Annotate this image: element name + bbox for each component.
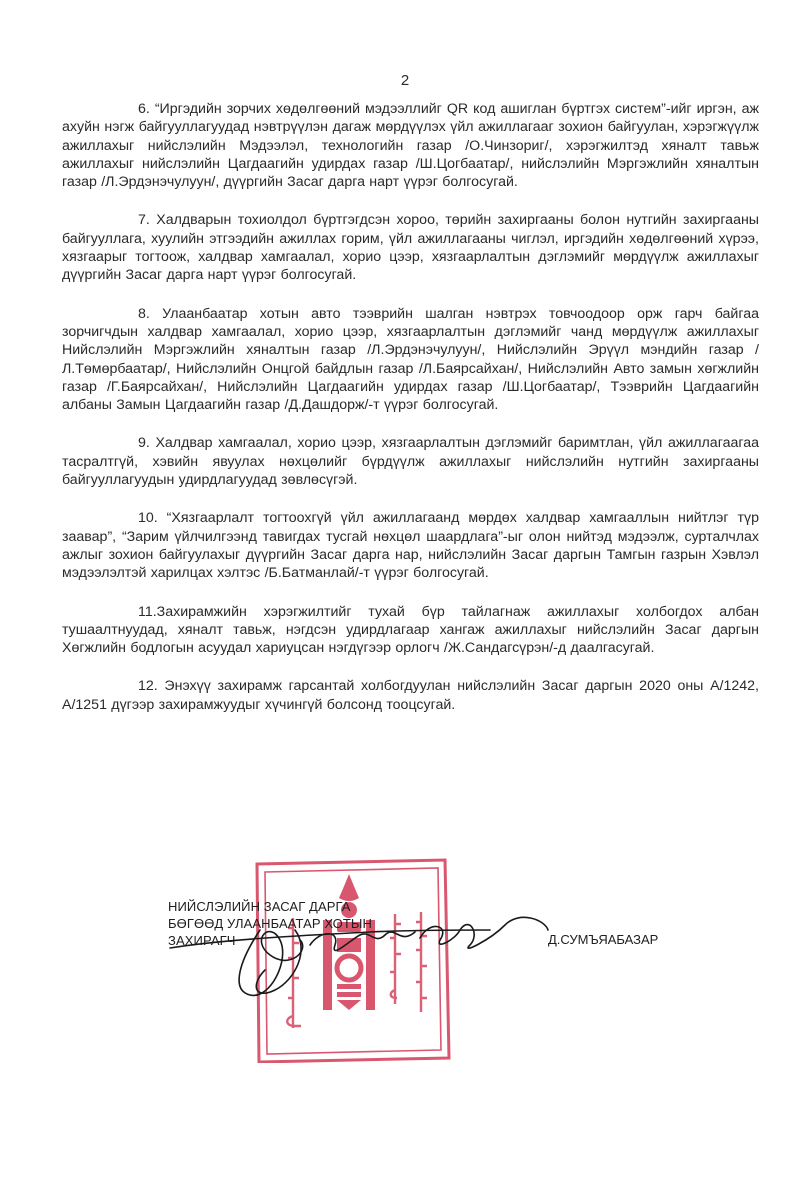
paragraph-7: 7. Халдварын тохиолдол бүртгэгдсэн хороо, төрийн захиргааны болон нутгийн захиргааны байгууллага, хуулийн этгээдийн ажиллах горим, үйл ажиллагааны чиглэл, иргэдийн хөдөлгөөний хүрээ, хязгаарыг тогтоож, халдвар хамгаалал, хорио цээр, хязгаарлалтын дэглэмийг мөрдүүлж ажиллахыг дүүргийн Засаг дарга нарт үүрэг болгосугай. bbox=[62, 212, 759, 284]
document-body bbox=[62, 100, 759, 734]
signatory-title-line-1: НИЙСЛЭЛИЙН ЗАСАГ ДАРГА bbox=[168, 899, 351, 914]
paragraph-11: 11.Захирамжийн хэрэгжилтийг тухай бүр тайлагнаж ажиллахыг холбогдох албан тушаалтнуудад, хяналт тавьж, нэгдсэн удирдлагаар хангаж ажиллахыг нийслэлийн Засаг даргын Хөгжлийн бодлогын асуудал хариуцсан нэгдүгээр орлогч /Ж.Сандагсүрэн/-д даалгасугай. bbox=[62, 603, 759, 657]
paragraph-10: 10. “Хязгаарлалт тогтоохгүй үйл ажиллагаанд мөрдөх халдвар хамгааллын нийтлэг түр заавар”, “Зарим үйлчилгээнд тавигдах тусгай нөхцөл шаардлага”-ыг олон нийтэд мэдээлж, сурталчлах ажлыг зохион байгуулахыг дүүргийн Засаг дарга нар, нийслэлийн Засаг даргын Тамгын газрын Хэвлэл мэдээлэлтэй харилцах хэлтэс /Б.Батманлай/-т үүрэг болгосугай. bbox=[62, 510, 759, 582]
page-number: 2 bbox=[400, 72, 410, 89]
signatory-name: Д.СУМЪЯАБАЗАР bbox=[548, 932, 659, 947]
signatory-title-line-2: БӨГӨӨД УЛААНБААТАР ХОТЫН bbox=[168, 916, 373, 931]
signatory-title-line-3: ЗАХИРАГЧ bbox=[168, 933, 236, 948]
paragraph-6: 6. “Иргэдийн зорчих хөдөлгөөний мэдээллийг QR код ашиглан бүртгэх систем”-ийг иргэн, аж ахуйн нэгж байгууллагуудад нэвтрүүлэн дагаж мөрдүүлэх үйл ажиллагааг зохион байгуулан, хэрэгжүүлж ажиллахыг нийслэлийн Мэдээлэл, технологийн газар /О.Чинзориг/, хэрэгжилтэд хяналт тавьж ажиллахыг нийслэлийн Цагдаагийн удирдах газар /Ш.Цогбаатар/, нийслэлийн Мэргэжлийн хяналтын газар /Л.Эрдэнэчулуун/, дүүргийн Засаг дарга нарт үүрэг болгосугай. bbox=[62, 101, 759, 191]
paragraph-12: 12. Энэхүү захирамж гарсантай холбогдуулан нийслэлийн Засаг даргын 2020 оны А/1242, А/1251 дүгээр захирамжуудыг хүчингүй болсонд тооцсугай. bbox=[62, 678, 759, 713]
handwritten-signature bbox=[160, 900, 560, 1010]
paragraph-8: 8. Улаанбаатар хотын авто тээврийн шалган нэвтрэх товчоодоор орж гарч байгаа зорчигчдын халдвар хамгаалал, хорио цээр, хязгаарлалтын дэглэмийг чанд мөрдүүлж ажиллахыг Нийслэлийн Мэргэжлийн хяналтын газар /Л.Эрдэнэчулуун/, Нийслэлийн Эрүүл мэндийн газар /Л.Төмөрбаатар/, Нийслэлийн Онцгой байдлын газар /Л.Баярсайхан/, Нийслэлийн Авто замын хөгжлийн газар /Г.Баярсайхан/, Нийслэлийн Цагдаагийн удирдах газар /Ш.Цогбаатар/, Тээврийн Цагдаагийн албаны Замын Цагдаагийн газар /Д.Дашдорж/-т үүрэг болгосугай. bbox=[62, 305, 759, 414]
paragraph-9: 9. Халдвар хамгаалал, хорио цээр, хязгаарлалтын дэглэмийг баримтлан, үйл ажиллагаагаа тасралтгүй, хэвийн явуулах нөхцөлийг бүрдүүлж ажиллахыг нийслэлийн нутгийн захиргааны байгууллагуудын удирдлагуудад зөвлөсүгэй. bbox=[62, 435, 759, 489]
